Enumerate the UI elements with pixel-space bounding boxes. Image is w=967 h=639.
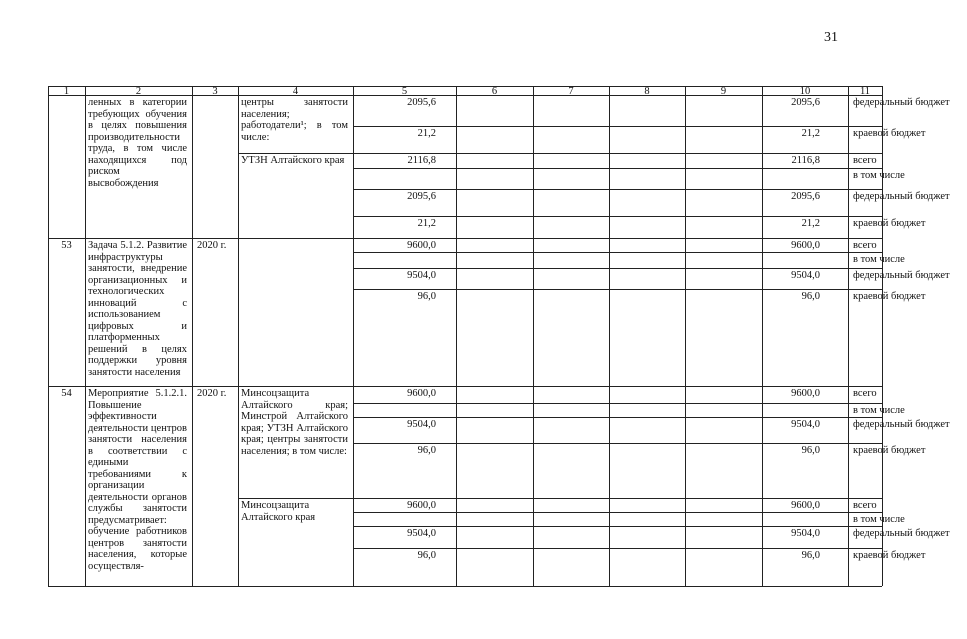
funding-source: всего [853, 240, 877, 251]
funding-source: краевой бюджет [853, 445, 926, 456]
executor-list: центры занятости населения; работодатели¹; в том числе: [241, 97, 348, 143]
amount-col5: 96,0 [417, 291, 436, 302]
table-hline [238, 498, 353, 499]
table-hline [353, 216, 882, 217]
table-hline [353, 153, 882, 154]
table-hline [353, 252, 882, 253]
funding-source: всего [853, 155, 877, 166]
row-number: 54 [61, 388, 72, 399]
table-hline [353, 417, 882, 418]
table-vline [685, 86, 686, 586]
table-hline [48, 95, 882, 96]
funding-source: всего [853, 388, 877, 399]
funding-source: федеральный бюджет [853, 191, 950, 202]
table-vline [192, 86, 193, 586]
table-hline [353, 526, 882, 527]
amount-col5: 9504,0 [407, 528, 436, 539]
header-col-6: 6 [491, 86, 498, 97]
table-hline [353, 403, 882, 404]
amount-col10: 96,0 [801, 291, 820, 302]
funding-source: в том числе [853, 405, 905, 416]
table-hline [353, 126, 882, 127]
executor-list: Минсоцзащита Алтайского края; Минстрой Алтайского края; УТЗН Алтайского края; центры занятости населения; в том числе: [241, 388, 348, 457]
activity-description: Мероприятие 5.1.2.1. Повышение эффективности деятельности центров занятости населения в соответствии с едиными требованиями к организации деятельности органов службы занятости предусматривает: обучение работников центров занятости населения, которые осуществля- [88, 388, 187, 572]
executor-utzn: УТЗН Алтайского края [241, 155, 345, 166]
table-vline [848, 86, 849, 586]
funding-source: краевой бюджет [853, 218, 926, 229]
amount-col10: 9600,0 [791, 240, 820, 251]
funding-source: федеральный бюджет [853, 270, 950, 281]
page-number: 31 [824, 30, 838, 45]
table-hline [48, 238, 882, 239]
header-col-1: 1 [63, 86, 70, 97]
header-col-9: 9 [720, 86, 727, 97]
amount-col10: 96,0 [801, 445, 820, 456]
amount-col10: 2095,6 [791, 191, 820, 202]
year: 2020 г. [197, 240, 227, 251]
amount-col5: 9504,0 [407, 270, 436, 281]
table-hline [353, 168, 882, 169]
amount-col5: 96,0 [417, 550, 436, 561]
funding-source: всего [853, 500, 877, 511]
table-vline [48, 86, 49, 586]
amount-col5: 96,0 [417, 445, 436, 456]
amount-col10: 21,2 [801, 128, 820, 139]
header-col-7: 7 [568, 86, 574, 97]
funding-source: в том числе [853, 254, 905, 265]
amount-col10: 9600,0 [791, 500, 820, 511]
year: 2020 г. [197, 388, 227, 399]
funding-source: федеральный бюджет [853, 97, 950, 108]
table-vline [238, 86, 239, 586]
amount-col5: 9504,0 [407, 419, 436, 430]
header-col-3: 3 [212, 86, 218, 97]
amount-col5: 2116,8 [407, 155, 436, 166]
table-hline [353, 498, 882, 499]
amount-col5: 21,2 [417, 218, 436, 229]
amount-col5: 2095,6 [407, 191, 436, 202]
task-description: Задача 5.1.2. Развитие инфраструктуры занятости, внедрение организационных и технологических инноваций с использованием цифровых и платформенных решений в целях поддержки уровня занятости населения [88, 240, 187, 378]
amount-col10: 21,2 [801, 218, 820, 229]
table-hline [238, 153, 353, 154]
header-col-2: 2 [135, 86, 142, 97]
task-description: ленных в категории требующих обучения в целях повышения производительности труда, в том числе находящихся под риском высвобождения [88, 97, 187, 189]
header-col-8: 8 [644, 86, 650, 97]
table-hline [353, 548, 882, 549]
table-hline [48, 386, 882, 387]
amount-col10: 9504,0 [791, 270, 820, 281]
executor-minsoc: Минсоцзащита Алтайского края [241, 500, 316, 523]
table-vline [609, 86, 610, 586]
amount-col10: 96,0 [801, 550, 820, 561]
amount-col5: 9600,0 [407, 240, 436, 251]
header-col-11: 11 [859, 86, 871, 97]
table-vline [533, 86, 534, 586]
amount-col10: 9504,0 [791, 528, 820, 539]
amount-col10: 2116,8 [791, 155, 820, 166]
amount-col5: 9600,0 [407, 388, 436, 399]
funding-source: в том числе [853, 514, 905, 525]
table-hline [353, 443, 882, 444]
funding-source: краевой бюджет [853, 550, 926, 561]
table-hline [48, 586, 882, 587]
table-vline [85, 86, 86, 586]
header-col-10: 10 [799, 86, 811, 97]
row-number: 53 [61, 240, 72, 251]
header-col-5: 5 [401, 86, 408, 97]
amount-col5: 2095,6 [407, 97, 436, 108]
amount-col5: 9600,0 [407, 500, 436, 511]
funding-source: краевой бюджет [853, 128, 926, 139]
amount-col10: 2095,6 [791, 97, 820, 108]
header-col-4: 4 [292, 86, 299, 97]
funding-source: федеральный бюджет [853, 419, 950, 430]
table-hline [353, 512, 882, 513]
amount-col10: 9600,0 [791, 388, 820, 399]
funding-source: федеральный бюджет [853, 528, 950, 539]
amount-col5: 21,2 [417, 128, 436, 139]
table-vline [456, 86, 457, 586]
table-hline [353, 189, 882, 190]
amount-col10: 9504,0 [791, 419, 820, 430]
funding-source: краевой бюджет [853, 291, 926, 302]
table-hline [48, 86, 882, 87]
table-hline [353, 268, 882, 269]
table-hline [353, 289, 882, 290]
funding-source: в том числе [853, 170, 905, 181]
